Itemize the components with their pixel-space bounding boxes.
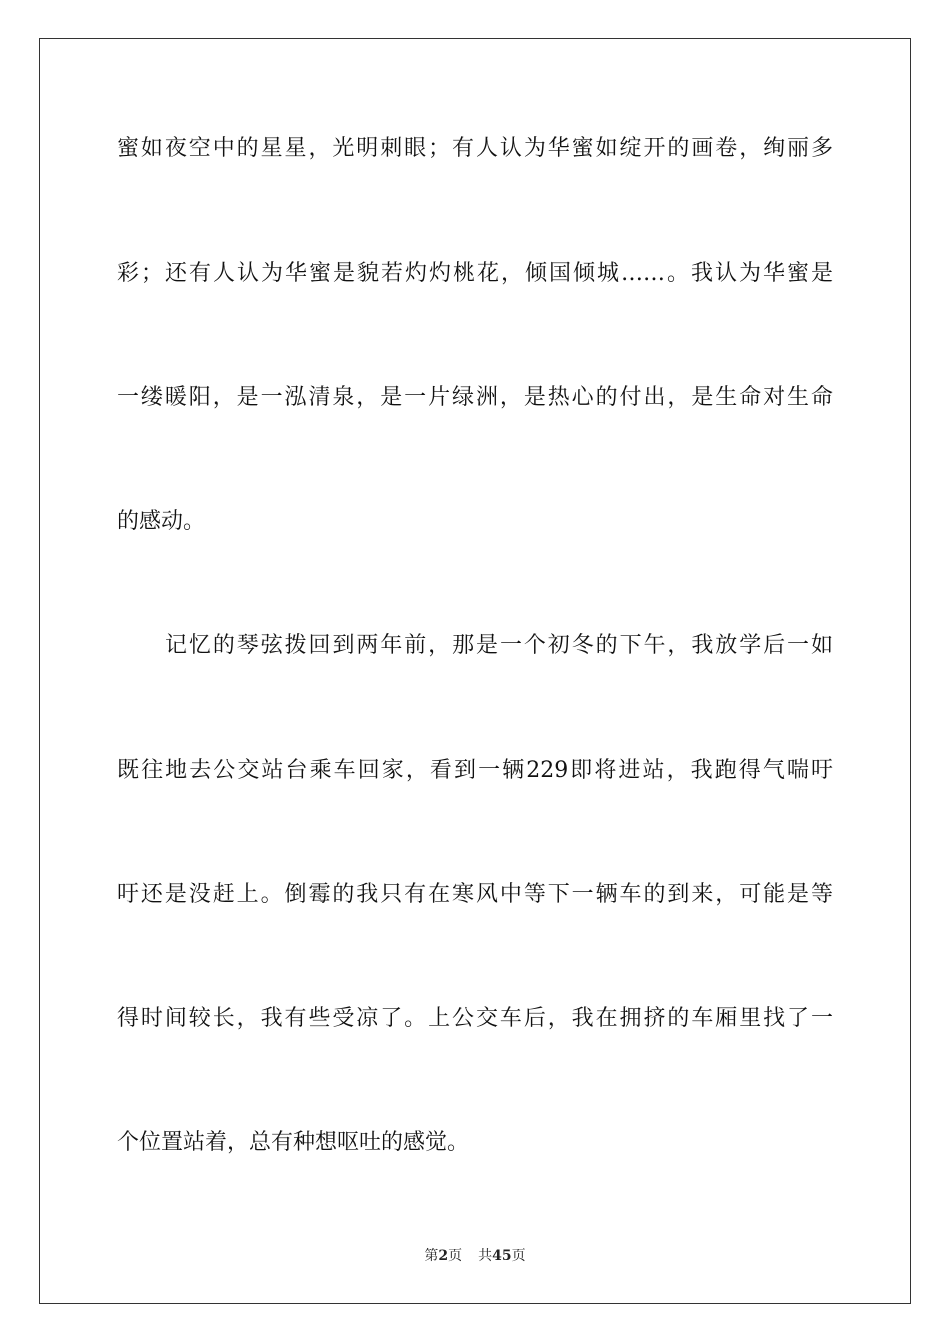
text-line-6: 既往地去公交站台乘车回家，看到一辆229即将进站，我跑得气喘吁 <box>117 758 833 783</box>
text-line-8: 得时间较长，我有些受凉了。上公交车后，我在拥挤的车厢里找了一 <box>117 1006 833 1031</box>
page-number: 2 <box>438 1248 449 1264</box>
total-prefix: 共 <box>478 1248 493 1264</box>
page-border <box>39 38 911 1304</box>
page-footer <box>0 1246 950 1266</box>
text-line-4: 的感动。 <box>117 509 206 534</box>
text-line-9: 个位置站着，总有种想呕吐的感觉。 <box>117 1130 470 1155</box>
text-line-3: 一缕暖阳，是一泓清泉，是一片绿洲，是热心的付出，是生命对生命 <box>117 385 833 410</box>
text-line-5: 记忆的琴弦拨回到两年前，那是一个初冬的下午，我放学后一如 <box>165 633 833 658</box>
text-line-2: 彩；还有人认为华蜜是貌若灼灼桃花，倾国倾城……。我认为华蜜是 <box>117 261 833 286</box>
total-pages: 45 <box>492 1248 512 1264</box>
text-line-7: 吁还是没赶上。倒霉的我只有在寒风中等下一辆车的到来，可能是等 <box>117 882 833 907</box>
total-suffix: 页 <box>511 1248 526 1264</box>
page-suffix: 页 <box>448 1248 463 1264</box>
page-prefix: 第 <box>424 1248 439 1264</box>
text-line-1: 蜜如夜空中的星星，光明刺眼；有人认为华蜜如绽开的画卷，绚丽多 <box>117 136 833 161</box>
